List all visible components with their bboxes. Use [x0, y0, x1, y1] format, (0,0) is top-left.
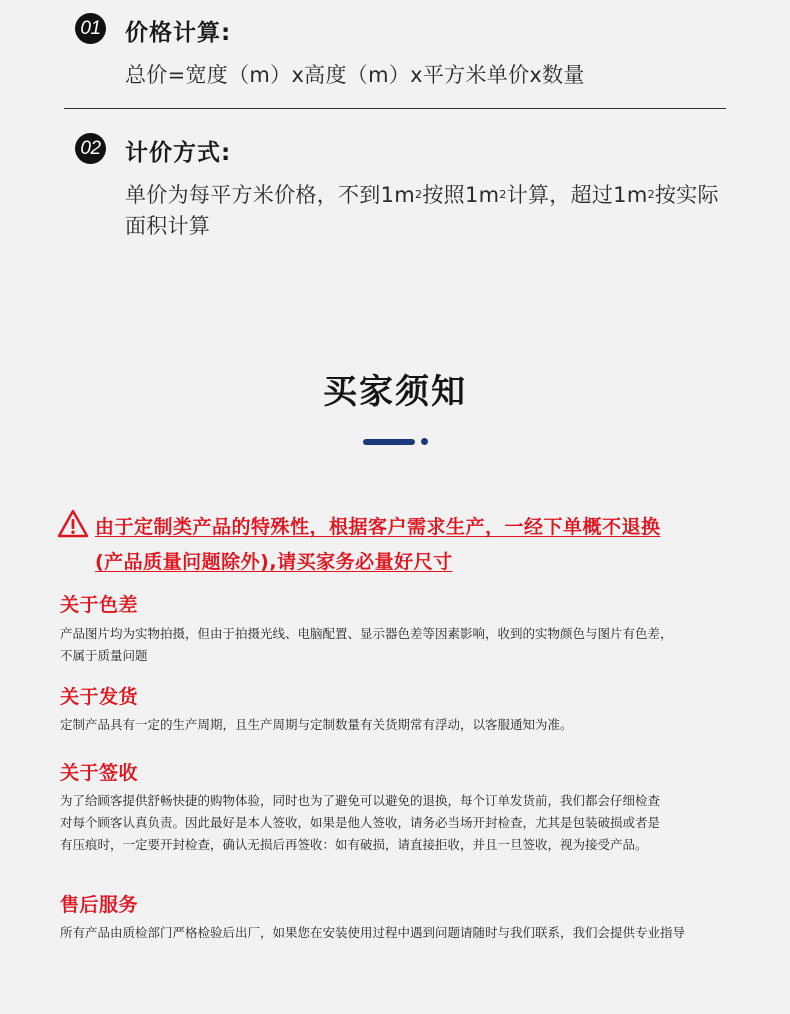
signing-line3: 有压痕时，一定要开封检查，确认无损后再签收：如有破损，请直接拒收，并且一旦签收，视为接受产品。 [60, 837, 648, 852]
shipping-heading: 关于发货 [60, 686, 139, 708]
signing-line2: 对每个顾客认真负责。因此最好是本人签收，如果是他人签收，请务必当场开封检查，尤其是包装破损或者是 [60, 815, 661, 830]
price-calc-formula: 总价=宽度（m）x高度（m）x平方米单价x数量 [125, 63, 585, 87]
after-sales-heading: 售后服务 [60, 894, 139, 916]
color-difference-heading: 关于色差 [60, 594, 139, 616]
number-badge-02: 02 [75, 133, 106, 164]
section-divider [64, 108, 726, 109]
signing-line1: 为了给顾客提供舒畅快捷的购物体验，同时也为了避免可以避免的退换，每个订单发货前，我们都会仔细检查 [60, 793, 661, 808]
pricing-method-title: 计价方式: [125, 140, 232, 166]
buyer-notice-title: 买家须知 [323, 372, 467, 412]
after-sales-line1: 所有产品由质检部门严格检验后出厂，如果您在安装使用过程中遇到问题请随时与我们联系，我们会提供专业指导 [60, 925, 686, 940]
color-difference-line1: 产品图片均为实物拍摄，但由于拍摄光线、电脑配置、显示器色差等因素影响，收到的实物颜色与图片有色差， [60, 626, 673, 641]
shipping-line1: 定制产品具有一定的生产周期，且生产周期与定制数量有关货期常有浮动，以客服通知为准。 [60, 717, 573, 732]
pricing-method-line2: 面积计算 [125, 214, 211, 238]
price-calc-title: 价格计算: [125, 20, 232, 46]
title-underline-bar [363, 439, 415, 445]
title-underline-dot [421, 438, 428, 445]
warning-triangle-icon [57, 509, 89, 539]
warning-text-line2: (产品质量问题除外),请买家务必量好尺寸 [95, 551, 453, 573]
number-badge-01: 01 [75, 13, 106, 44]
signing-heading: 关于签收 [60, 762, 139, 784]
warning-text-line1: 由于定制类产品的特殊性，根据客户需求生产，一经下单概不退换 [95, 516, 661, 538]
pricing-method-line1: 单价为每平方米价格，不到$1m^2$按照$1m^2$计算，超过$1m^2$按实际 [125, 183, 719, 207]
color-difference-line2: 不属于质量问题 [60, 648, 148, 663]
